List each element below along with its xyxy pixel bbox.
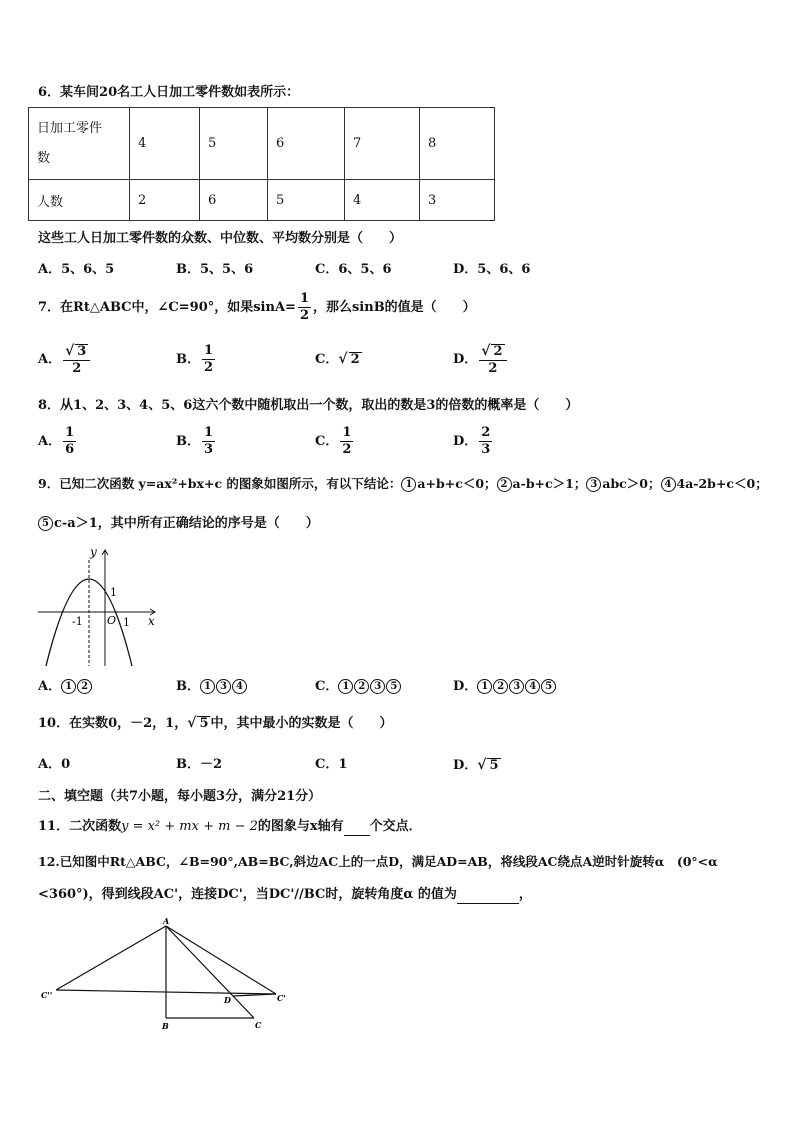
q6-cell: 4 bbox=[345, 180, 420, 221]
circled-number-icon: 1 bbox=[200, 679, 215, 694]
q8-option-a-letter: A． bbox=[38, 434, 62, 449]
q6-cell: 4 bbox=[130, 108, 200, 180]
q9-conclusion-5: c-a＞1，其中所有正确结论的序号是（ ） bbox=[54, 516, 319, 531]
sqrt-icon: √ bbox=[481, 342, 491, 359]
q12-line2-end: ， bbox=[518, 887, 532, 902]
q12-rotation-diagram bbox=[36, 914, 296, 1034]
x-axis-label: x bbox=[148, 614, 155, 628]
q6-cell: 6 bbox=[200, 180, 268, 221]
q10-option-d-letter: D． bbox=[453, 758, 478, 773]
point-a-label: A bbox=[163, 916, 170, 926]
q7-stem-a: 7．在Rt△ABC中，∠C=90°，如果sinA= bbox=[38, 300, 296, 315]
circled-number-icon: 5 bbox=[386, 679, 401, 694]
q9-parabola-graph bbox=[34, 542, 164, 670]
q7-option-c-radicand: 2 bbox=[350, 352, 360, 367]
circled-number-icon: 1 bbox=[338, 679, 353, 694]
q7-option-c-letter: C． bbox=[315, 352, 339, 367]
q11-stem-b: 的图象与x轴有 bbox=[257, 819, 344, 834]
q8-option-c-den: 2 bbox=[342, 442, 352, 457]
circled-number-icon: 2 bbox=[497, 477, 512, 492]
circled-number-icon: 1 bbox=[401, 477, 416, 492]
q9-option-c-letter: C． bbox=[315, 679, 339, 694]
circled-number-icon: 1 bbox=[61, 679, 76, 694]
sqrt-icon: √ bbox=[65, 342, 75, 359]
q8-option-d-letter: D． bbox=[453, 434, 478, 449]
q7-stem bbox=[38, 292, 476, 323]
q6-row1-label-b: 数 bbox=[37, 150, 51, 166]
circled-number-icon: 4 bbox=[232, 679, 247, 694]
q10-option-d-radicand: 5 bbox=[489, 758, 499, 773]
q6-cell: 6 bbox=[268, 108, 345, 180]
section-2-heading: 二、填空题（共7小题，每小题3分，满分21分） bbox=[38, 789, 322, 804]
q10-option-a: A．0 bbox=[38, 757, 71, 772]
q7-option-d bbox=[453, 342, 509, 378]
circled-number-icon: 2 bbox=[354, 679, 369, 694]
q9-conclusion-1: a+b+c＜0； bbox=[417, 476, 497, 491]
q7-option-d-den: 2 bbox=[488, 360, 498, 376]
q8-option-d-num: 2 bbox=[481, 425, 491, 440]
q6-cell: 5 bbox=[268, 180, 345, 221]
q9-option-a-letter: A． bbox=[38, 679, 62, 694]
q6-cell: 2 bbox=[130, 180, 200, 221]
q7-option-b bbox=[176, 342, 217, 378]
q9-option-a bbox=[38, 678, 93, 696]
sqrt-icon: √ bbox=[338, 351, 348, 367]
q9-option-b bbox=[176, 678, 248, 696]
point-d-label: D bbox=[224, 995, 231, 1005]
q12-line1: 12.已知图中Rt△ABC，∠B=90°,AB=BC,斜边AC上的一点D，满足AD=AB，将线段AC绕点A逆时针旋转α (0°<α bbox=[38, 854, 718, 869]
q6-option-d: D．5、6、6 bbox=[453, 262, 531, 277]
q7-option-a bbox=[38, 342, 92, 378]
q8-option-a-num: 1 bbox=[65, 425, 75, 440]
q6-row1-label bbox=[29, 108, 130, 180]
circled-number-icon: 5 bbox=[541, 679, 556, 694]
q7-option-d-letter: D． bbox=[453, 352, 478, 367]
q6-option-b: B．5、5、6 bbox=[176, 262, 254, 277]
q9-option-c bbox=[315, 678, 402, 696]
q7-fraction bbox=[298, 292, 311, 323]
q8-option-c bbox=[315, 424, 355, 460]
q7-frac-den: 2 bbox=[299, 308, 309, 323]
circled-number-icon: 3 bbox=[586, 477, 601, 492]
point-c2-label: C'' bbox=[41, 990, 53, 1000]
origin-label: O bbox=[107, 614, 117, 627]
y-axis-label: y bbox=[90, 545, 97, 559]
q6-row1-label-a: 日加工零件 bbox=[37, 120, 103, 136]
q8-option-b-den: 3 bbox=[204, 442, 214, 457]
circled-number-icon: 4 bbox=[525, 679, 540, 694]
q7-option-d-num bbox=[479, 344, 506, 361]
q8-option-d-frac bbox=[479, 426, 492, 457]
q6-row2-label: 人数 bbox=[29, 180, 130, 221]
q9-stem bbox=[38, 475, 768, 493]
x-one-label: 1 bbox=[123, 616, 130, 629]
q6-cell: 8 bbox=[420, 108, 495, 180]
q10-option-d bbox=[453, 756, 501, 775]
y-intercept-label: 1 bbox=[110, 586, 117, 599]
q12-line2 bbox=[38, 886, 532, 904]
q8-option-b-num: 1 bbox=[204, 425, 214, 440]
q7-option-b-letter: B． bbox=[176, 352, 200, 367]
q7-option-a-num bbox=[63, 344, 90, 361]
q7-option-a-den: 2 bbox=[72, 360, 82, 376]
q8-option-a-den: 6 bbox=[65, 442, 75, 457]
circled-number-icon: 3 bbox=[216, 679, 231, 694]
q6-question: 这些工人日加工零件数的众数、中位数、平均数分别是（ ） bbox=[38, 231, 403, 246]
q9-stem-line2 bbox=[38, 515, 319, 533]
circled-number-icon: 2 bbox=[493, 679, 508, 694]
q8-option-d bbox=[453, 424, 494, 460]
q10-radicand: 5 bbox=[199, 716, 209, 731]
sqrt-icon: √ bbox=[477, 757, 487, 773]
circled-number-icon: 4 bbox=[661, 477, 676, 492]
q8-option-b-letter: B． bbox=[176, 434, 200, 449]
q8-option-c-letter: C． bbox=[315, 434, 339, 449]
q8-option-c-frac bbox=[340, 426, 353, 457]
q10-option-c: C．1 bbox=[315, 757, 348, 772]
q6-cell: 3 bbox=[420, 180, 495, 221]
q8-stem: 8．从1、2、3、4、5、6这六个数中随机取出一个数，取出的数是3的倍数的概率是（ ） bbox=[38, 398, 579, 413]
q7-option-b-num: 1 bbox=[204, 343, 214, 358]
q9-stem-a: 9．已知二次函数 y=ax²+bx+c 的图象如图所示，有以下结论： bbox=[38, 476, 402, 491]
q6-cell: 5 bbox=[200, 108, 268, 180]
segment-a-c2 bbox=[56, 926, 166, 990]
q8-option-a bbox=[38, 424, 78, 460]
q12-answer-blank[interactable] bbox=[457, 889, 519, 904]
q10-stem-a: 10．在实数0，－2，1， bbox=[38, 716, 188, 731]
q9-conclusion-4: 4a-2b+c＜0； bbox=[676, 476, 768, 491]
q11-formula: y = x² + mx + m − 2 bbox=[121, 819, 258, 834]
point-b-label: B bbox=[162, 1021, 169, 1031]
q10-stem bbox=[38, 714, 393, 733]
q7-option-b-den: 2 bbox=[204, 360, 214, 375]
q8-option-b-frac bbox=[202, 426, 215, 457]
q6-table bbox=[28, 107, 495, 221]
point-c-label: C bbox=[255, 1020, 262, 1030]
circled-number-icon: 2 bbox=[77, 679, 92, 694]
segment-d-c1 bbox=[233, 994, 276, 996]
q9-option-b-letter: B． bbox=[176, 679, 200, 694]
q7-frac-num: 1 bbox=[299, 291, 309, 306]
q7-stem-b: ，那么sinB的值是（ ） bbox=[312, 300, 476, 315]
circled-number-icon: 1 bbox=[477, 679, 492, 694]
neg-one-label: -1 bbox=[72, 615, 83, 628]
q11-stem bbox=[38, 818, 422, 836]
q7-option-a-radicand: 3 bbox=[77, 343, 87, 359]
point-c1-label: C' bbox=[277, 993, 286, 1003]
q10-stem-b: 中，其中最小的实数是（ ） bbox=[210, 716, 393, 731]
q6-option-c: C．6、5、6 bbox=[315, 262, 392, 277]
q9-conclusion-2: a-b+c＞1； bbox=[512, 476, 587, 491]
q7-option-c bbox=[315, 350, 362, 369]
q11-stem-a: 11．二次函数 bbox=[38, 819, 122, 834]
q6-cell: 7 bbox=[345, 108, 420, 180]
q8-option-c-num: 1 bbox=[342, 425, 352, 440]
q9-option-d-letter: D． bbox=[453, 679, 478, 694]
q6-stem: 6．某车间20名工人日加工零件数如表所示： bbox=[38, 85, 300, 100]
q6-option-a: A．5、6、5 bbox=[38, 262, 115, 277]
q7-option-a-frac bbox=[63, 344, 90, 376]
circled-number-icon: 3 bbox=[509, 679, 524, 694]
q8-option-d-den: 3 bbox=[481, 442, 491, 457]
q8-option-b bbox=[176, 424, 217, 460]
q9-conclusion-3: abc＞0； bbox=[602, 476, 661, 491]
q11-stem-c: 个交点． bbox=[369, 819, 422, 834]
q8-option-a-frac bbox=[63, 426, 76, 457]
sqrt-icon: √ bbox=[187, 715, 197, 731]
q7-option-d-frac bbox=[479, 344, 506, 376]
q9-option-d bbox=[453, 678, 557, 696]
q7-option-d-radicand: 2 bbox=[493, 343, 503, 359]
circled-number-icon: 5 bbox=[38, 516, 53, 531]
q7-option-b-frac bbox=[202, 344, 215, 375]
q11-answer-blank[interactable] bbox=[344, 821, 370, 836]
q7-option-a-letter: A． bbox=[38, 352, 62, 367]
q12-line2-text: <360°)，得到线段AC'，连接DC'，当DC'//BC时，旋转角度α 的值为 bbox=[38, 887, 457, 902]
q10-option-b: B．－2 bbox=[176, 757, 223, 772]
circled-number-icon: 3 bbox=[370, 679, 385, 694]
